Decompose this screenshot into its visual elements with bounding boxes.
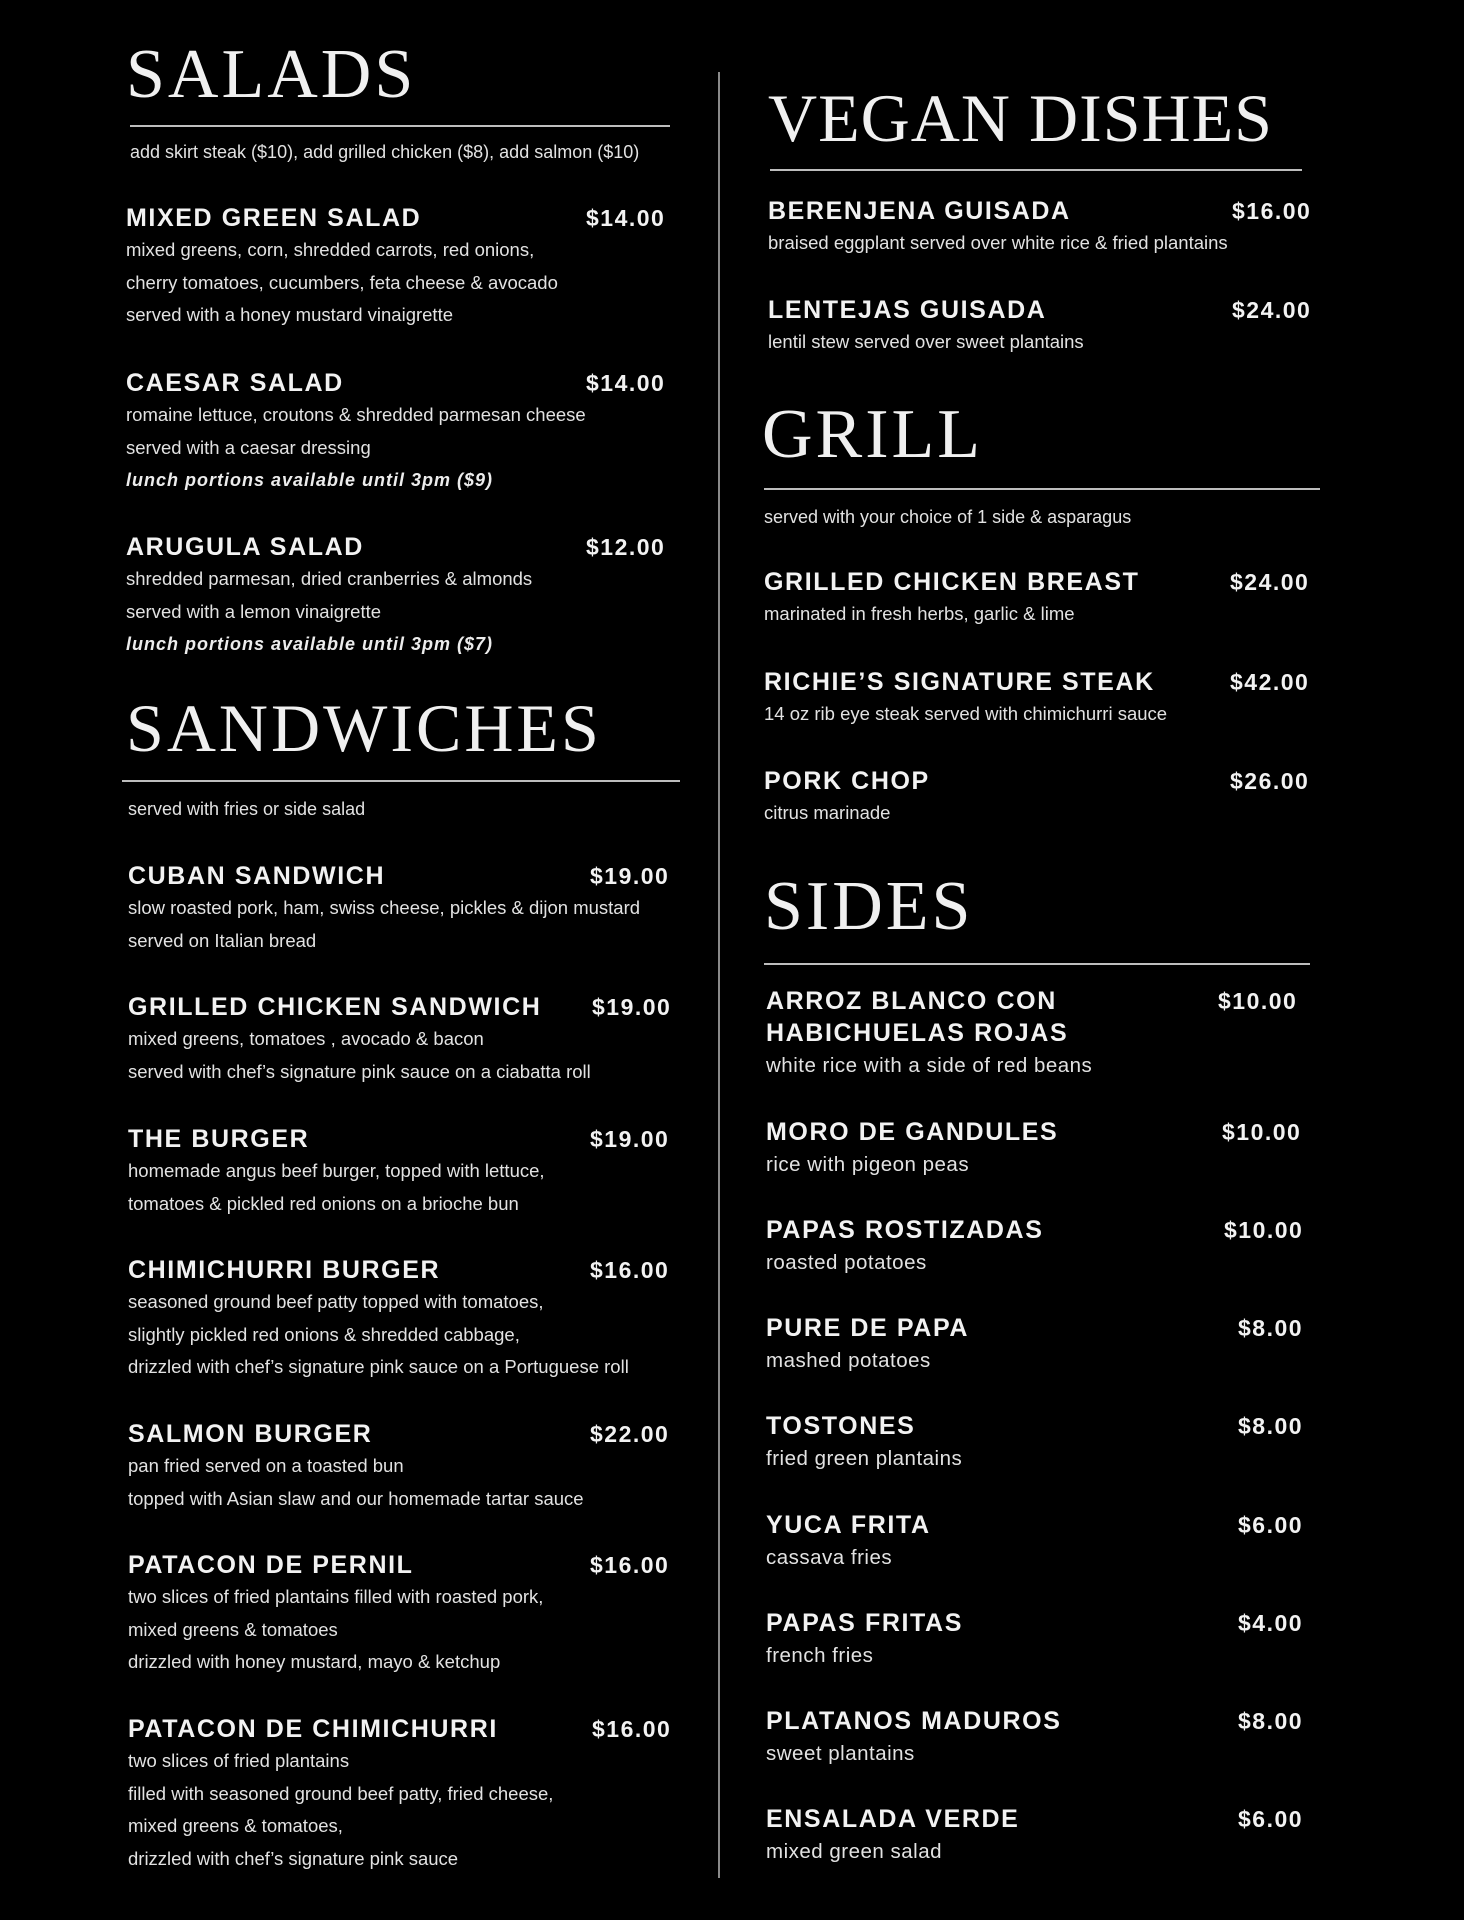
item-name: CUBAN SANDWICH [128,862,386,890]
item-price: $10.00 [1218,988,1298,1014]
item-description: homemade angus beef burger, topped with lettuce, [128,1160,545,1181]
item-description: mixed green salad [766,1840,943,1863]
salads-rule [130,125,670,127]
menu-item [128,1254,684,1384]
item-name: PORK CHOP [764,767,930,795]
item-price: $19.00 [592,994,672,1020]
item-description: cassava fries [766,1546,893,1569]
lunch-portion-note: lunch portions available until 3pm ($7) [126,634,494,654]
item-price: $16.00 [590,1552,670,1578]
item-price: $22.00 [590,1421,670,1447]
item-description: sweet plantains [766,1742,915,1765]
item-name: CHIMICHURRI BURGER [128,1256,441,1284]
item-description: roasted potatoes [766,1251,927,1274]
menu-item [766,1509,1332,1575]
lunch-portion-note: lunch portions available until 3pm ($9) [126,470,494,490]
sides-title: SIDES [764,868,974,945]
item-description: shredded parmesan, dried cranberries & almonds [126,568,533,589]
item-name: PAPAS ROSTIZADAS [766,1216,1044,1244]
item-name: RICHIE’S SIGNATURE STEAK [764,668,1155,696]
vegan-rule [770,169,1302,171]
item-price: $12.00 [586,534,666,560]
menu-item [128,1418,684,1515]
item-description: served with chef’s signature pink sauce on a ciabatta roll [128,1060,591,1082]
item-price: $16.00 [1232,198,1312,224]
item-name: ARUGULA SALAD [126,533,364,561]
item-price: $16.00 [590,1257,670,1283]
menu-item [128,860,684,957]
item-name: SALMON BURGER [128,1420,373,1448]
grill-rule [764,488,1320,490]
item-name: CAESAR SALAD [126,369,344,397]
item-description: two slices of fried plantains [128,1750,350,1771]
item-price: $19.00 [590,863,670,889]
grill-section [762,396,1332,473]
sandwiches-note: served with fries or side salad [128,799,366,819]
menu-item [766,985,1332,1083]
menu-item [126,367,684,497]
menu-item [764,566,1332,631]
menu-item [766,1312,1332,1378]
item-description: lentil stew served over sweet plantains [768,331,1084,352]
menu-item [766,1803,1332,1869]
sides-section [764,868,1332,945]
item-name: GRILLED CHICKEN BREAST [764,568,1140,596]
item-description: slightly pickled red onions & shredded cabbage, [128,1323,520,1345]
salads-section [126,36,684,113]
menu-item [764,666,1332,731]
item-name-line-2: HABICHUELAS ROJAS [766,1019,1069,1047]
item-description: mixed greens & tomatoes, [128,1815,343,1836]
item-price: $10.00 [1224,1217,1304,1243]
menu-item [128,1713,684,1875]
menu-item [766,1214,1332,1280]
item-price: $42.00 [1230,669,1310,695]
item-name: MIXED GREEN SALAD [126,204,422,232]
item-description: romaine lettuce, croutons & shredded parmesan cheese [126,404,586,425]
item-description: two slices of fried plantains filled with roasted pork, [128,1586,544,1607]
item-name: ENSALADA VERDE [766,1805,1020,1833]
sandwiches-section [126,690,684,766]
item-price: $24.00 [1232,297,1312,323]
item-name: TOSTONES [766,1412,916,1440]
vegan-section [768,80,1332,156]
menu-item [128,1123,684,1220]
item-description: white rice with a side of red beans [766,1054,1093,1077]
item-name: YUCA FRITA [766,1511,931,1539]
item-description: mixed greens & tomatoes [128,1618,338,1640]
item-price: $8.00 [1238,1413,1304,1439]
item-price: $16.00 [592,1716,672,1742]
item-description: rice with pigeon peas [766,1153,970,1176]
item-price: $6.00 [1238,1806,1304,1832]
item-description: tomatoes & pickled red onions on a brioche bun [128,1192,519,1214]
item-description: served with a lemon vinaigrette [126,600,382,622]
item-price: $8.00 [1238,1708,1304,1734]
menu-item [766,1116,1332,1182]
item-description: drizzled with honey mustard, mayo & ketchup [128,1651,501,1672]
salads-note: add skirt steak ($10), add grilled chicken ($8), add salmon ($10) [130,142,640,162]
item-price: $26.00 [1230,768,1310,794]
item-name: PURE DE PAPA [766,1314,970,1342]
item-description: slow roasted pork, ham, swiss cheese, pickles & dijon mustard [128,897,641,918]
item-price: $14.00 [586,370,666,396]
item-description: drizzled with chef’s signature pink sauce on a Portuguese roll [128,1356,629,1377]
item-description: topped with Asian slaw and our homemade tartar sauce [128,1487,584,1509]
menu-item [766,1705,1332,1771]
item-price: $14.00 [586,205,666,231]
item-name: THE BURGER [128,1125,310,1153]
item-name: ARROZ BLANCO CON [766,987,1057,1015]
item-description: braised eggplant served over white rice & fried plantains [768,232,1228,253]
menu-item [766,1607,1332,1673]
item-description: french fries [766,1644,874,1667]
menu-item [128,1549,684,1679]
menu-item [768,294,1332,359]
item-price: $24.00 [1230,569,1310,595]
item-name: LENTEJAS GUISADA [768,296,1047,324]
item-name: PATACON DE PERNIL [128,1551,414,1579]
item-description: served with a honey mustard vinaigrette [126,304,454,325]
item-description: cherry tomatoes, cucumbers, feta cheese & avocado [126,271,558,293]
vegan-title: VEGAN DISHES [768,80,1273,156]
item-description: served with a caesar dressing [126,436,371,458]
item-description: fried green plantains [766,1447,963,1470]
item-price: $4.00 [1238,1610,1304,1636]
item-description: seasoned ground beef patty topped with tomatoes, [128,1291,544,1312]
grill-title: GRILL [762,396,984,473]
menu-item [768,195,1332,260]
menu-item [764,765,1332,830]
item-name: MORO DE GANDULES [766,1118,1059,1146]
menu-item [766,1410,1332,1476]
sides-rule [764,963,1310,965]
salads-title: SALADS [126,36,417,113]
menu-item [126,531,684,661]
item-name: PAPAS FRITAS [766,1609,963,1637]
item-price: $8.00 [1238,1315,1304,1341]
item-name: PLATANOS MADUROS [766,1707,1062,1735]
menu-item [126,202,684,332]
menu-item [128,991,684,1088]
sandwiches-rule [122,780,680,782]
sandwiches-title: SANDWICHES [126,690,602,766]
item-name: GRILLED CHICKEN SANDWICH [128,993,542,1021]
item-name: BERENJENA GUISADA [768,197,1071,225]
item-description: pan fried served on a toasted bun [128,1455,404,1476]
item-price: $19.00 [590,1126,670,1152]
column-divider [718,72,720,1878]
item-description: marinated in fresh herbs, garlic & lime [764,603,1075,624]
item-description: mashed potatoes [766,1349,931,1372]
item-price: $6.00 [1238,1512,1304,1538]
item-description: mixed greens, corn, shredded carrots, red onions, [126,239,535,260]
item-description: mixed greens, tomatoes , avocado & bacon [128,1028,484,1049]
grill-note: served with your choice of 1 side & asparagus [764,507,1132,527]
item-description: 14 oz rib eye steak served with chimichurri sauce [764,703,1168,724]
item-description: served on Italian bread [128,929,317,951]
item-price: $10.00 [1222,1119,1302,1145]
item-description: filled with seasoned ground beef patty, fried cheese, [128,1782,554,1804]
item-description: drizzled with chef’s signature pink sauce [128,1847,459,1869]
item-description: citrus marinade [764,802,891,823]
item-name: PATACON DE CHIMICHURRI [128,1715,498,1743]
